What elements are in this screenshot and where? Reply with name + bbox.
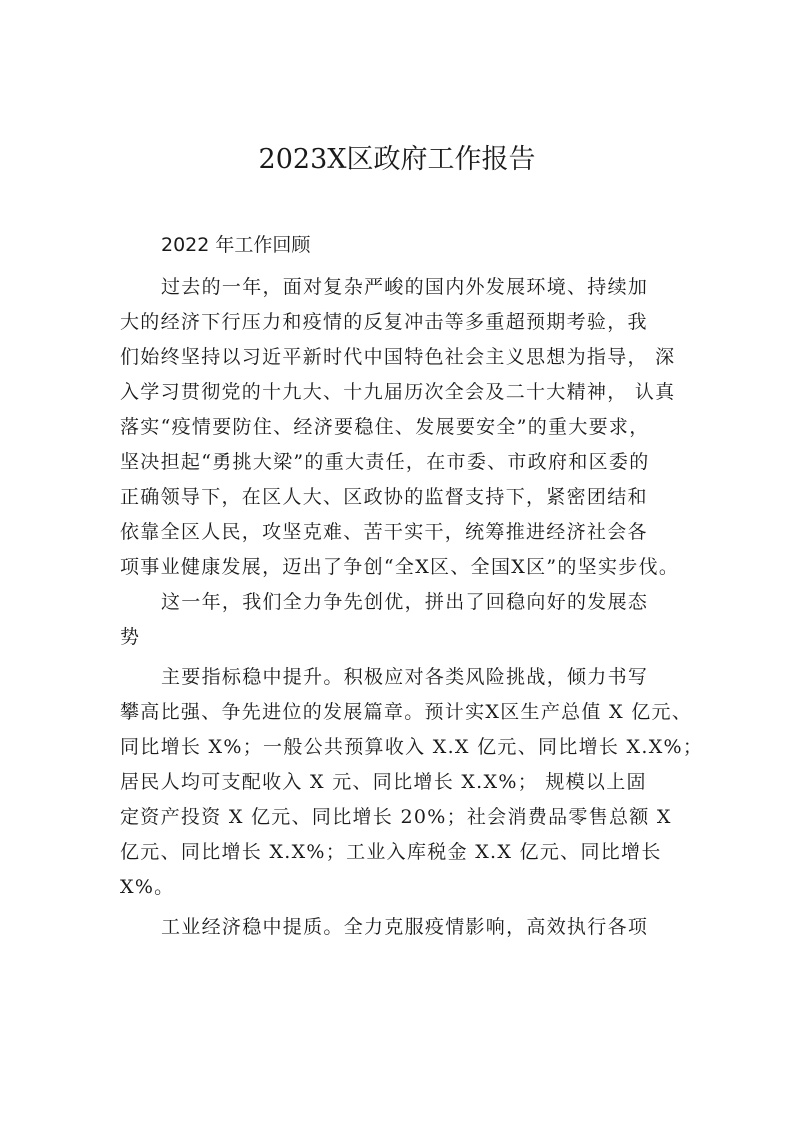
paragraph-line: 定资产投资 X 亿元、同比增长 20%；社会消费品零售总额 X	[120, 806, 672, 828]
paragraph-line: 落实“疫情要防住、经济要稳住、发展要安全”的重大要求，	[120, 416, 650, 438]
paragraph-line: 项事业健康发展，迈出了争创“全X区、全国X区”的坚实步伐。	[120, 556, 680, 578]
paragraph-line: 正确领导下，在区人大、区政协的监督支持下，紧密团结和	[120, 486, 648, 508]
paragraph-line: 势	[120, 626, 141, 648]
paragraph-line: 们始终坚持以习近平新时代中国特色社会主义思想为指导， 深	[120, 346, 676, 368]
paragraph-line: 攀高比强、争先进位的发展篇章。预计实X区生产总值 X 亿元、	[120, 701, 693, 723]
paragraph-line: 工业经济稳中提质。全力克服疫情影响，高效执行各项	[161, 916, 649, 938]
paragraph-line: 亿元、同比增长 X.X%；工业入库税金 X.X 亿元、同比增长	[120, 841, 662, 863]
paragraph-line: 大的经济下行压力和疫情的反复冲击等多重超预期考验，我	[120, 311, 648, 333]
document-title: 2023X区政府工作报告	[258, 144, 536, 175]
paragraph-line: 这一年，我们全力争先创优，拼出了回稳向好的发展态	[161, 591, 649, 613]
paragraph-line: 过去的一年，面对复杂严峻的国内外发展环境、持续加	[161, 276, 649, 298]
paragraph-line: 依靠全区人民，攻坚克难、苦干实干，统筹推进经济社会各	[120, 521, 648, 543]
paragraph-line: 居民人均可支配收入 X 元、同比增长 X.X%； 规模以上固	[120, 771, 647, 793]
paragraph-line: 主要指标稳中提升。积极应对各类风险挑战，倾力书写	[161, 666, 649, 688]
paragraph-line: 入学习贯彻党的十九大、十九届历次全会及二十大精神， 认真	[120, 381, 676, 403]
section-heading: 2022 年工作回顾	[161, 234, 311, 256]
paragraph-line: 同比增长 X%；一般公共预算收入 X.X 亿元、同比增长 X.X%；	[120, 736, 704, 758]
paragraph-line: X%。	[120, 876, 175, 898]
paragraph-line: 坚决担起“勇挑大梁”的重大责任，在市委、市政府和区委的	[120, 451, 650, 473]
